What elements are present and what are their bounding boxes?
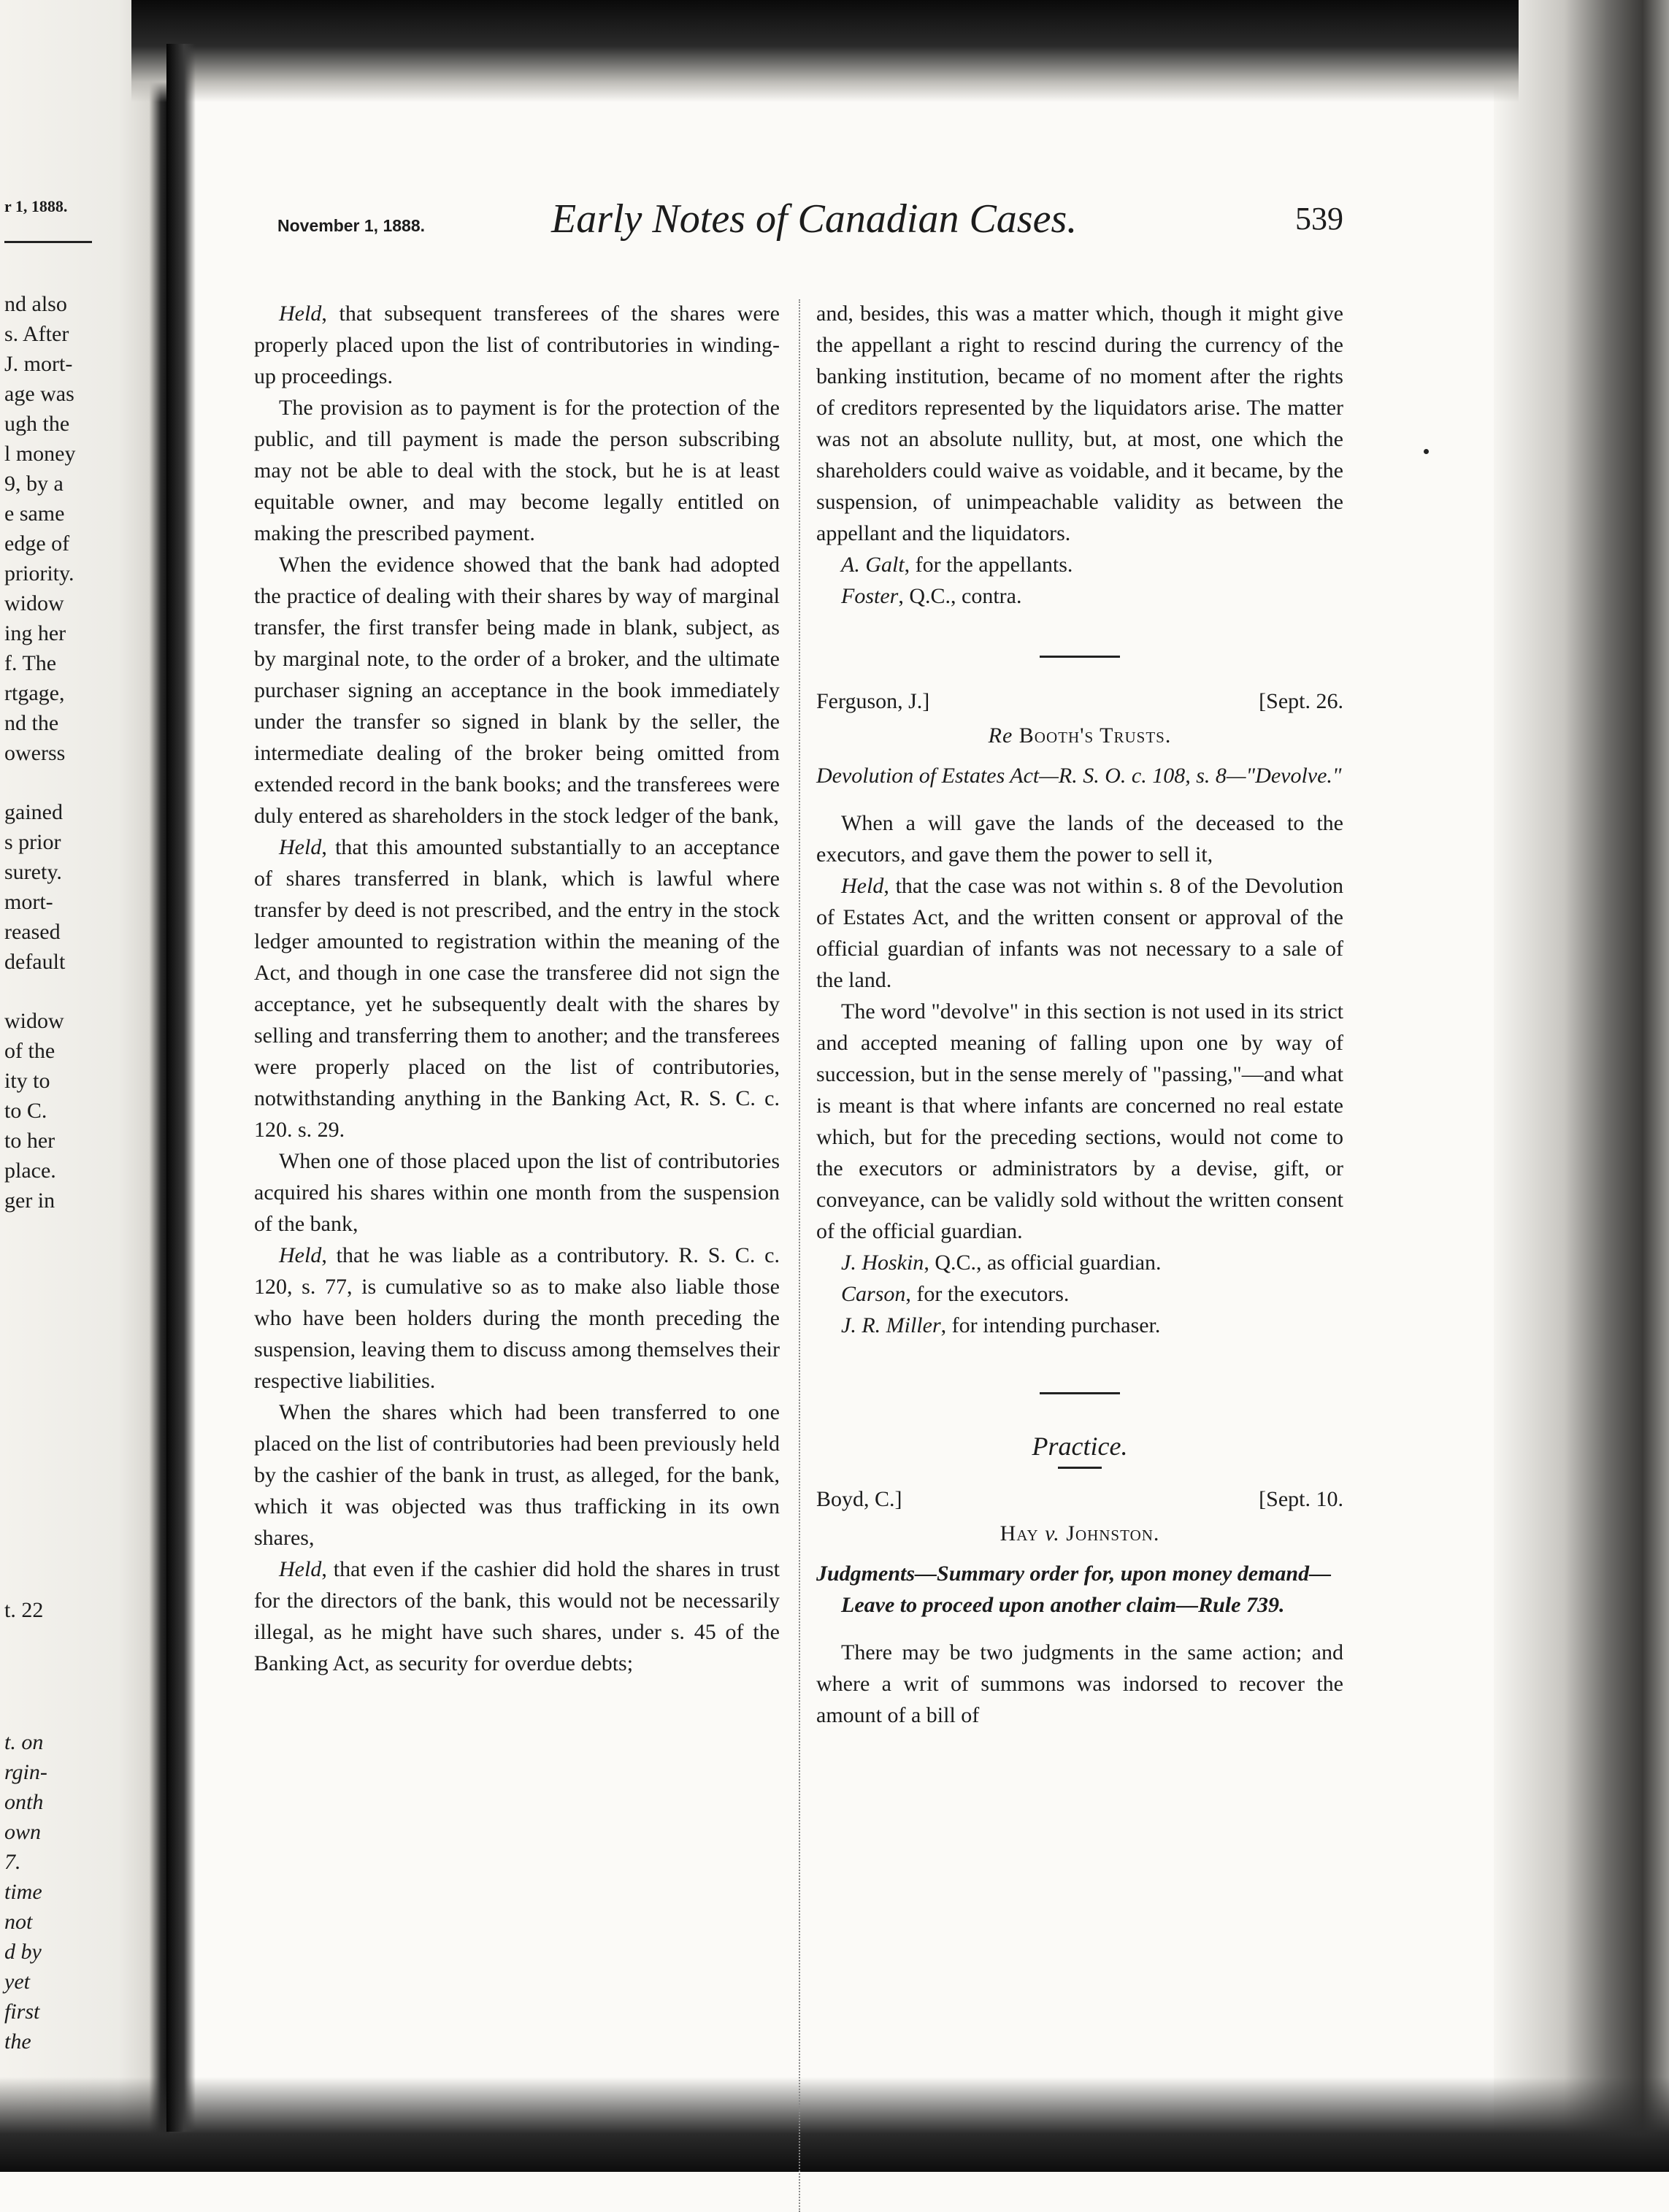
previous-page-line: time (4, 1880, 42, 1904)
case-heading (816, 1483, 1343, 1515)
held-label: Held (279, 835, 322, 859)
previous-page-line: first (4, 2000, 40, 2024)
previous-page-line: s prior (4, 830, 61, 854)
case-judge: Boyd, C.] (816, 1487, 902, 1511)
previous-page-line: widow (4, 1009, 64, 1033)
previous-page-line: e same (4, 502, 65, 526)
counsel-role: , for intending purchaser. (940, 1313, 1161, 1337)
section-rule (1040, 656, 1120, 658)
paragraph: When one of those placed upon the list of contributories acquired his shares within one month from the suspension of the bank, (254, 1149, 780, 1236)
previous-page-line: t. 22 (4, 1598, 44, 1622)
paragraph: When the evidence showed that the bank had adopted the practice of dealing with their shares by way of marginal transfer, the first transfer being made in blank, subject, as by marginal note, to the order of a broker, and the ultimate purchaser signing an acceptance in the book immediately under the transfer so signed in blank by the seller, the intermediate dealing of the broker being omitted from extended record in the bank books; and the transferees were duly entered as shareholders in the stock ledger of the bank, (254, 553, 780, 828)
previous-page-line: rgin- (4, 1760, 47, 1784)
column-divider (799, 299, 800, 2212)
counsel-line (816, 1247, 1343, 1278)
counsel-role: , Q.C., as official guardian. (924, 1251, 1162, 1275)
previous-page-line: not (4, 1910, 33, 1934)
previous-page-line: onth (4, 1790, 44, 1814)
previous-page-line: priority. (4, 561, 74, 585)
book-spine-shadow (166, 44, 196, 2132)
previous-page-line: gained (4, 800, 63, 824)
paragraph: When the shares which had been transferred to one placed on the list of contributories had been previously held by the cashier of the bank in trust, as alleged, for the bank, which it was objected was thus trafficking in its own shares, (254, 1400, 780, 1550)
left-column (254, 298, 780, 1679)
case-heading (816, 686, 1343, 717)
counsel-name: Foster (841, 584, 899, 608)
case-party: Johnston. (1066, 1521, 1160, 1545)
ink-speck (1424, 449, 1429, 454)
previous-page-header: r 1, 1888. (4, 197, 68, 215)
paragraph-text: , that subsequent transferees of the shares were properly placed upon the list of contributories in winding-up proceedings. (254, 302, 780, 388)
page-header (277, 196, 1351, 254)
previous-page-line: ugh the (4, 412, 70, 436)
paragraph: The word "devolve" in this section is not used in its strict and accepted meaning of falling upon one by way of succession, but in the sense merely of "passing,"—and what is meant is that where infants are concerned no real estate which, but for the preceding sections, would not come to the executors or administrators by a devise, gift, or conveyance, can be validly sold without the written consent of the official guardian. (816, 999, 1343, 1243)
previous-page-line: place. (4, 1159, 56, 1183)
previous-page-line: s. After (4, 322, 69, 346)
counsel-role: , for the appellants. (904, 553, 1073, 577)
case-versus: v. (1045, 1521, 1060, 1545)
previous-page-line: mort- (4, 890, 53, 914)
previous-page-line: the (4, 2029, 31, 2054)
counsel-line (816, 580, 1343, 612)
previous-page-line: age was (4, 382, 74, 406)
held-label: Held (841, 874, 884, 898)
previous-page-line: 9, by a (4, 472, 64, 496)
case-name (816, 720, 1343, 751)
paragraph: There may be two judgments in the same action; and where a writ of summons was indorsed to recover the amount of a bill of (816, 1640, 1343, 1727)
previous-page-line: to C. (4, 1099, 47, 1123)
paragraph (254, 1554, 780, 1679)
paragraph (254, 298, 780, 392)
previous-page-line: rtgage, (4, 681, 65, 705)
previous-page-line: 7. (4, 1850, 21, 1874)
previous-page-line: ing her (4, 621, 66, 645)
case-name (816, 1518, 1343, 1549)
previous-page-line: own (4, 1820, 42, 1844)
right-column (816, 298, 1343, 1731)
header-title: Early Notes of Canadian Cases. (551, 196, 1078, 242)
previous-page-line: l money (4, 442, 76, 466)
counsel-name: J. Hoskin (841, 1251, 924, 1275)
previous-page-line: f. The (4, 651, 57, 675)
counsel-line (816, 1310, 1343, 1341)
scan-bottom-edge (0, 2077, 1669, 2172)
counsel-line (816, 1278, 1343, 1310)
previous-page-line: widow (4, 591, 64, 615)
case-date: [Sept. 10. (1259, 1487, 1343, 1511)
case-headnote: Judgments—Summary order for, upon money demand—Leave to proceed upon another claim—Rule 739. (816, 1562, 1332, 1617)
previous-page-rule (4, 241, 92, 243)
previous-page-line: of the (4, 1039, 55, 1063)
paragraph-text: , that he was liable as a contributory. R. S. C. c. 120, s. 77, is cumulative so as to make also liable those who have been holders during the month preceding the suspension, leaving them to discuss among themselves their respective liabilities. (254, 1243, 780, 1393)
previous-page-line: nd the (4, 711, 59, 735)
previous-page-line: default (4, 950, 66, 974)
previous-page-line: yet (4, 1970, 30, 1994)
previous-page-line: nd also (4, 292, 67, 316)
previous-page-line: owerss (4, 741, 66, 765)
paragraph (254, 832, 780, 1145)
case-name-text: Booth's Trusts. (1018, 723, 1172, 748)
page-number: 539 (1295, 201, 1343, 237)
held-label: Held (279, 1243, 322, 1267)
paragraph-text: , that the case was not within s. 8 of the Devolution of Estates Act, and the written consent or approval of the official guardian of infants was not necessary to a sale of the land. (816, 874, 1343, 992)
held-label: Held (279, 1557, 322, 1581)
paragraph (254, 1240, 780, 1397)
previous-page-line: surety. (4, 860, 62, 884)
case-judge: Ferguson, J.] (816, 689, 930, 713)
previous-page-line: edge of (4, 531, 70, 556)
section-title: Practice. (1032, 1432, 1128, 1461)
case-date: [Sept. 26. (1259, 689, 1343, 713)
header-date: November 1, 1888. (277, 216, 426, 235)
previous-page-line: J. mort- (4, 352, 73, 376)
paragraph-text: , that even if the cashier did hold the shares in trust for the directors of the bank, this would not be necessarily illegal, as he might have such shares, under s. 45 of the Banking Act, as security for overdue debts; (254, 1557, 780, 1675)
scan-top-edge (131, 0, 1519, 102)
previous-page-line: ity to (4, 1069, 50, 1093)
counsel-line (816, 549, 1343, 580)
previous-page-line: reased (4, 920, 61, 944)
paragraph (816, 870, 1343, 996)
section-rule (1040, 1392, 1120, 1394)
held-label: Held (279, 302, 322, 326)
section-title-rule (1058, 1467, 1102, 1469)
previous-page-line: t. on (4, 1730, 44, 1754)
counsel-role: , Q.C., contra. (898, 584, 1022, 608)
counsel-name: J. R. Miller (841, 1313, 941, 1337)
paragraph-text: , that this amounted substantially to an acceptance of shares transferred in blank, which is lawful where transfer by deed is not prescribed, and the entry in the stock ledger amounted to registration within the meaning of the Act, and though in one case the transferee did not sign the acceptance, yet he subsequently dealt with the shares by selling and transferring them to another; and the transferees were properly placed on the list of contributories, notwithstanding anything in the Banking Act, R. S. C. c. 120. s. 29. (254, 835, 780, 1142)
counsel-name: Carson (841, 1282, 906, 1306)
case-re: Re (988, 723, 1013, 748)
previous-page-line: d by (4, 1940, 42, 1964)
previous-page-line: ger in (4, 1188, 55, 1213)
case-party: Hay (1000, 1521, 1039, 1545)
paragraph: The provision as to payment is for the protection of the public, and till payment is made the person subscribing may not be able to deal with the stock, but he is at least equitable owner, and may become legally entitled on making the prescribed payment. (254, 396, 780, 545)
paragraph: When a will gave the lands of the deceased to the executors, and gave them the power to sell it, (816, 811, 1343, 867)
case-headnote: Devolution of Estates Act—R. S. O. c. 108, s. 8—"Devolve." (816, 764, 1342, 788)
paragraph: and, besides, this was a matter which, though it might give the appellant a right to rescind during the currency of the banking institution, became of no moment after the rights of creditors represented by the liquidators arise. The matter was not an absolute nullity, but, at most, one which the shareholders could waive as voidable, and it became, by the suspension, of unimpeachable validity as between the appellant and the liquidators. (816, 302, 1343, 545)
counsel-role: , for the executors. (905, 1282, 1070, 1306)
scan-right-edge (1494, 0, 1669, 2172)
counsel-name: A. Galt (841, 553, 905, 577)
previous-page-line: to her (4, 1129, 55, 1153)
